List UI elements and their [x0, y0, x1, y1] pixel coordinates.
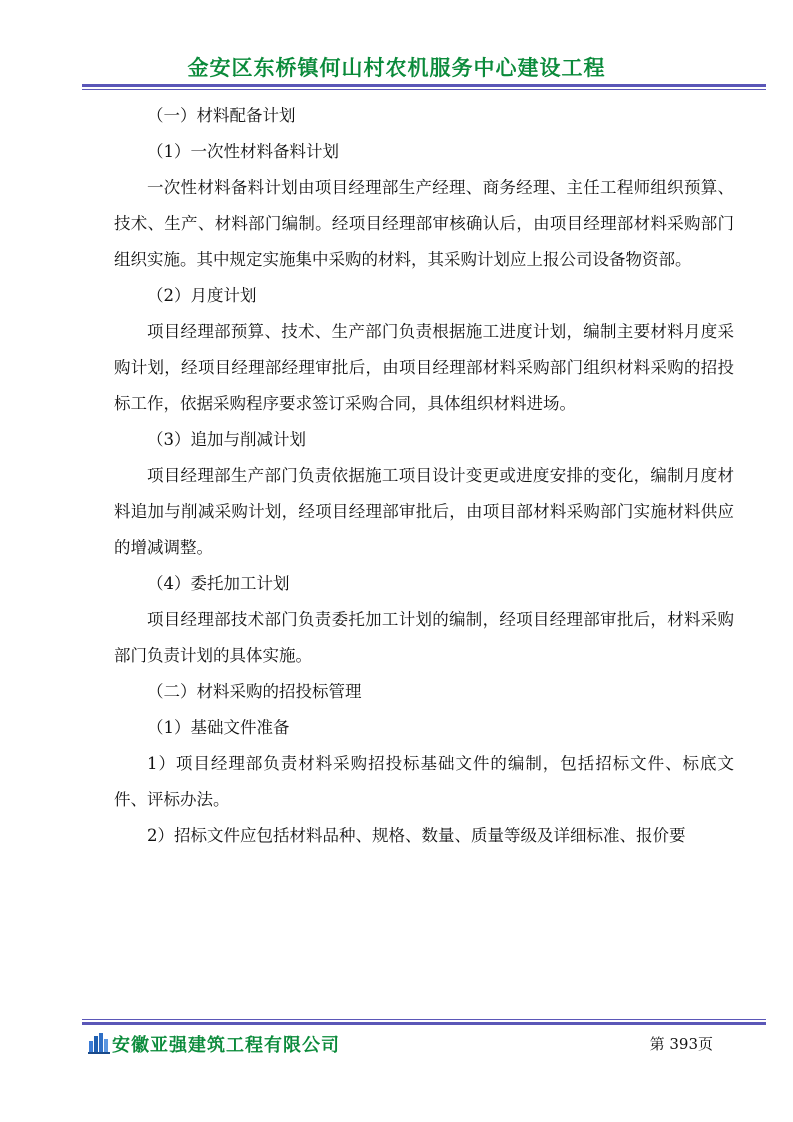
footer-rule-thick — [82, 1022, 766, 1025]
section-heading: （一）材料配备计划 — [147, 106, 296, 125]
body-text — [114, 98, 734, 854]
paragraph: 一次性材料备料计划由项目经理部生产经理、商务经理、主任工程师组织预算、技术、生产、材料部门编制。经项目经理部审核确认后，由项目经理部材料采购部门组织实施。其中规定实施集中采购的材料，其采购计划应上报公司设备物资部。 — [114, 178, 734, 269]
section-heading: （二）材料采购的招投标管理 — [147, 682, 362, 701]
building-logo-icon — [88, 1032, 110, 1054]
section-heading: （4）委托加工计划 — [147, 574, 290, 593]
section-heading: （1）基础文件准备 — [147, 718, 290, 737]
footer-rule-thin — [82, 1019, 766, 1020]
paragraph: 项目经理部生产部门负责依据施工项目设计变更或进度安排的变化，编制月度材料追加与削减采购计划，经项目经理部审批后，由项目部材料采购部门实施材料供应的增减调整。 — [114, 466, 734, 557]
section-heading: （1）一次性材料备料计划 — [147, 142, 339, 161]
paragraph: 1）项目经理部负责材料采购招投标基础文件的编制，包括招标文件、标底文件、评标办法。 — [114, 754, 734, 809]
paragraph: 2）招标文件应包括材料品种、规格、数量、质量等级及详细标准、报价要 — [147, 826, 686, 845]
section-heading: （2）月度计划 — [147, 286, 257, 305]
footer-company: 安徽亚强建筑工程有限公司 — [112, 1035, 340, 1056]
paragraph: 项目经理部预算、技术、生产部门负责根据施工进度计划，编制主要材料月度采购计划，经项目经理部经理审批后，由项目经理部材料采购部门组织材料采购的招投标工作，依据采购程序要求签订采购合同，具体组织材料进场。 — [114, 322, 734, 413]
header-title: 金安区东桥镇何山村农机服务中心建设工程 — [187, 55, 606, 80]
footer-page-number: 第 393页 — [649, 1035, 713, 1053]
section-heading: （3）追加与削减计划 — [147, 430, 306, 449]
header-rule-thick — [82, 84, 766, 87]
paragraph: 项目经理部技术部门负责委托加工计划的编制，经项目经理部审批后，材料采购部门负责计划的具体实施。 — [114, 610, 734, 665]
header-rule-thin — [82, 89, 766, 90]
